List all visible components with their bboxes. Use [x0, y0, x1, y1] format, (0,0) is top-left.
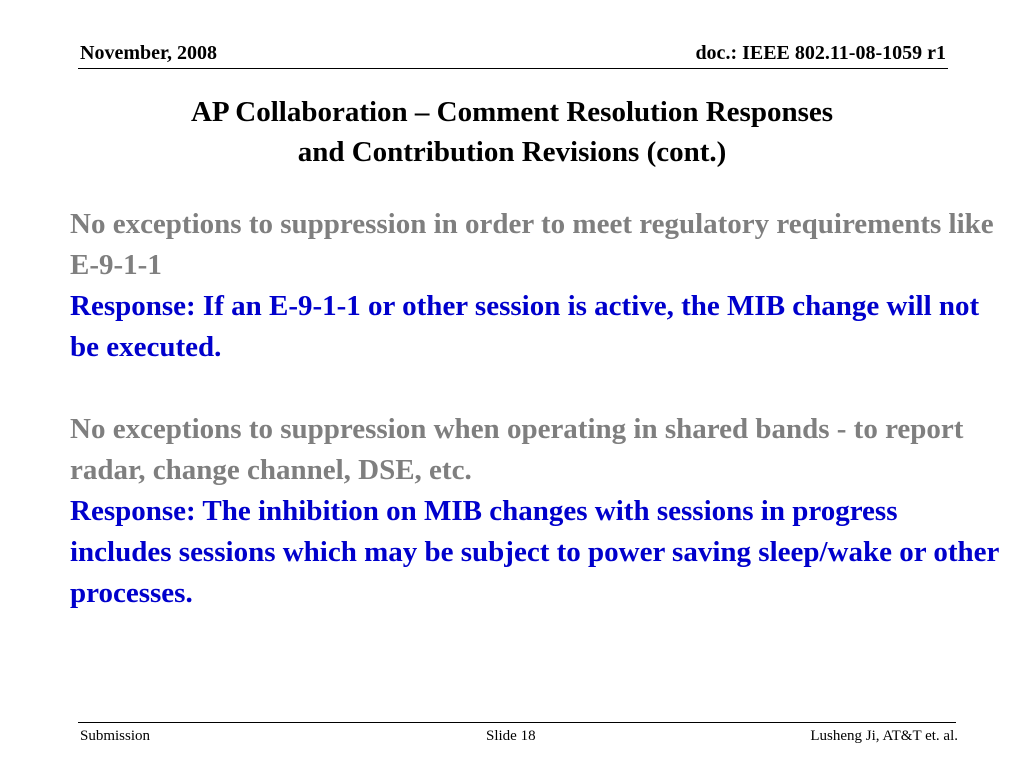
comment-1: No exceptions to suppression in order to meet regulatory requirements like E-9-1-1 [70, 208, 994, 281]
header-doc-id: doc.: IEEE 802.11-08-1059 r1 [695, 42, 946, 64]
footer-authors: Lusheng Ji, AT&T et. al. [810, 728, 958, 744]
footer-submission: Submission [80, 728, 151, 744]
header-divider [78, 68, 948, 69]
header-date: November, 2008 [80, 42, 218, 64]
response-2: Response: The inhibition on MIB changes with sessions in progress includes sessions which may be subject to power saving sleep/wake or other processes. [70, 495, 999, 609]
response-1: Response: If an E-9-1-1 or other session is active, the MIB change will not be executed. [70, 290, 980, 363]
slide-title-line-1: AP Collaboration – Comment Resolution Responses [190, 96, 834, 128]
paragraph-spacer [70, 368, 1000, 409]
slide-title-line-2: and Contribution Revisions (cont.) [297, 136, 727, 168]
slide-title [60, 92, 964, 172]
footer-divider [78, 722, 956, 723]
comment-2: No exceptions to suppression when operating in shared bands - to report radar, change channel, DSE, etc. [70, 413, 964, 486]
footer-slide-number: Slide 18 [486, 728, 536, 744]
slide-body [70, 204, 1000, 614]
